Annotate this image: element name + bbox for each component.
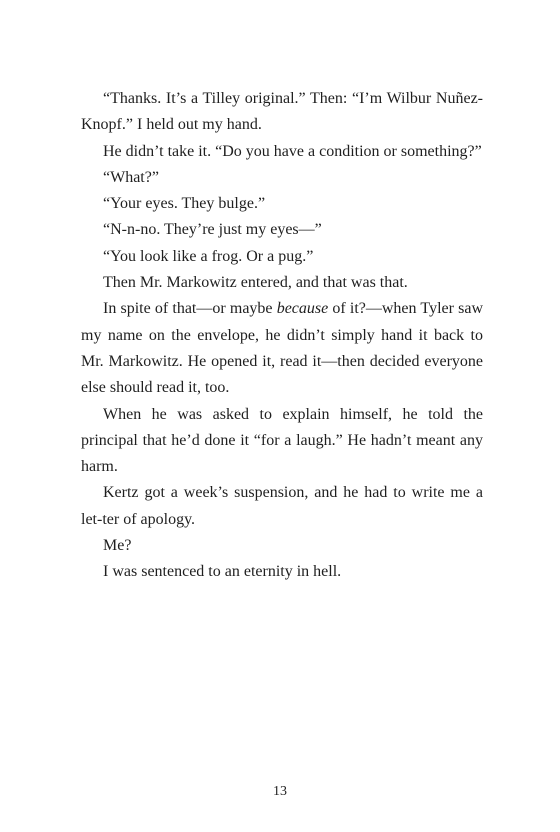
paragraph-condition [81,139,483,165]
paragraph-text: Me? [103,537,132,555]
paragraph-eternity [81,559,483,585]
paragraph-frog-pug [81,244,483,270]
paragraph-markowitz-entered [81,270,483,296]
paragraph-text: He didn’t take it. “Do you have a condition or something?” [103,142,482,160]
paragraph-envelope [81,296,483,401]
paragraph-text: “Your eyes. They bulge.” [103,195,266,213]
paragraph-me [81,533,483,559]
paragraph-text: “You look like a frog. Or a pug.” [103,247,314,265]
paragraph-suspension [81,480,483,533]
paragraph-text: In spite of that—or maybe [103,300,277,318]
body-text [81,86,483,586]
paragraph-for-a-laugh [81,402,483,481]
paragraph-text: “N-n-no. They’re just my eyes—” [103,221,322,239]
paragraph-text: “Thanks. It’s a Tilley original.” Then: “I’m Wilbur Nuñez-Knopf.” I held out my hand. [81,90,483,134]
emphasis-text: because [276,300,329,318]
paragraph-just-my-eyes [81,217,483,243]
paragraph-eyes-bulge [81,191,483,217]
paragraph-text: “What?” [103,168,159,186]
page-number: 13 [273,784,287,799]
paragraph-text: Kertz got a week’s suspension, and he had to write me a let-ter of apology. [81,484,483,528]
paragraph-what [81,165,483,191]
paragraph-thanks [81,86,483,139]
paragraph-text: Then Mr. Markowitz entered, and that was that. [103,274,408,292]
paragraph-text: When he was asked to explain himself, he told the principal that he’d done it “for a laugh.” He hadn’t meant any harm. [81,405,483,476]
paragraph-text: of it?—when Tyler saw my name on the envelope, he didn’t simply hand it back to Mr. Markowitz. He opened it, read it—then decided everyone else should read it, too. [81,300,483,397]
paragraph-text: I was sentenced to an eternity in hell. [103,563,342,581]
